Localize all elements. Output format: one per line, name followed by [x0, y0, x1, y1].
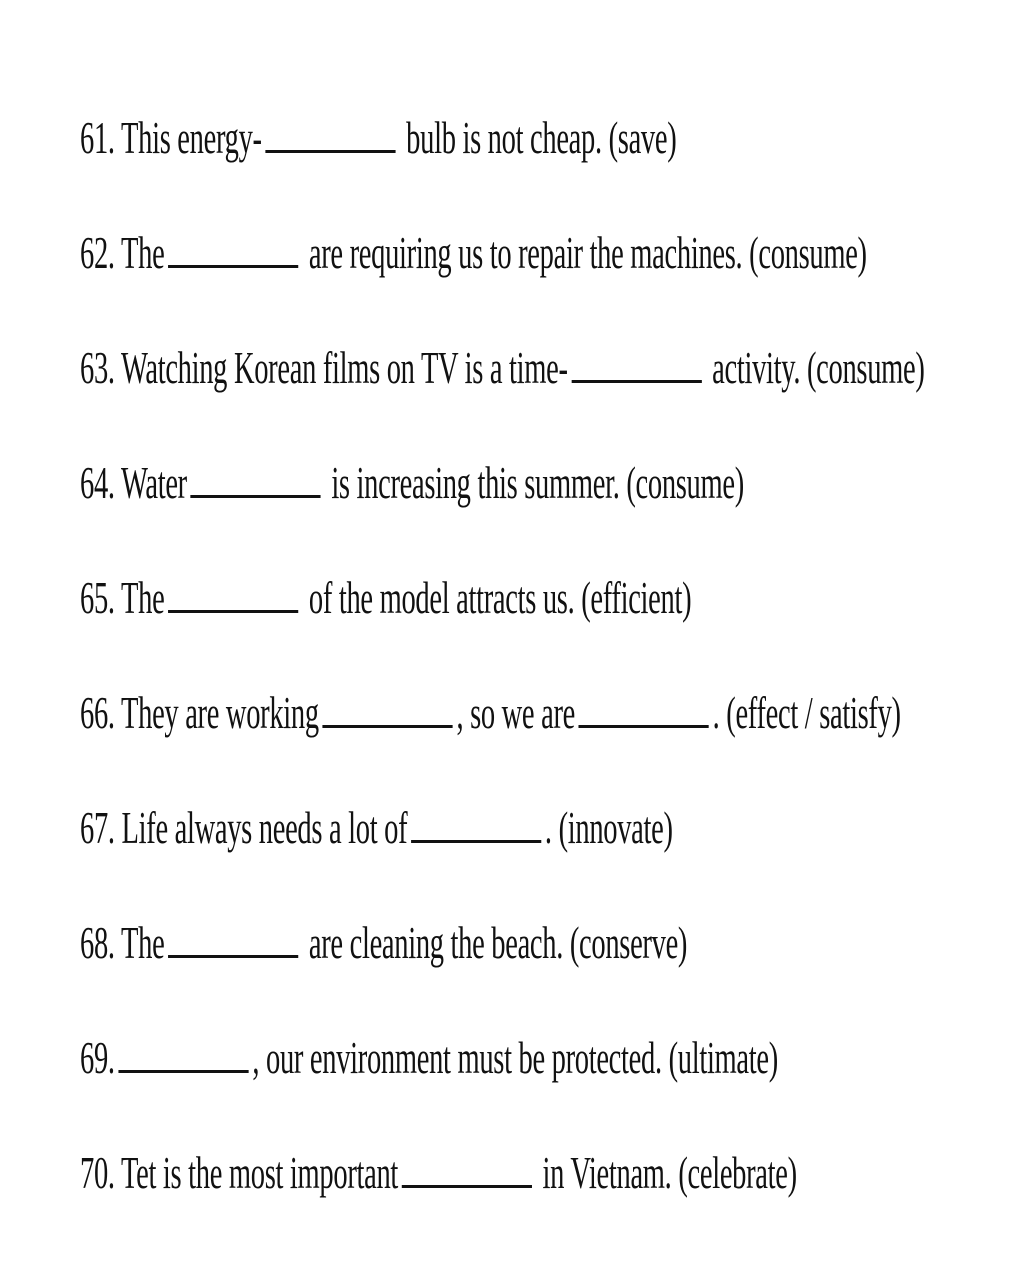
exercise-item-65	[80, 570, 691, 626]
exercise-item-69	[80, 1030, 778, 1086]
item-number: 69.	[80, 1032, 115, 1083]
exercise-item-61	[80, 110, 676, 166]
item-text-before: Tet is the most important	[121, 1147, 399, 1198]
exercise-item-62	[80, 225, 867, 281]
item-text-after: of the model attracts us. (efficient)	[308, 572, 692, 623]
item-number: 67.	[80, 802, 115, 853]
item-text-before: The	[121, 917, 165, 968]
item-text-before: Water	[121, 457, 187, 508]
answer-blank	[571, 350, 701, 383]
item-text-before: The	[121, 227, 165, 278]
item-text-after: is increasing this summer. (consume)	[331, 457, 744, 508]
item-text-before: They are working	[121, 687, 319, 738]
item-number: 68.	[80, 917, 115, 968]
answer-blank	[402, 1155, 532, 1188]
item-text-before: The	[121, 572, 165, 623]
answer-blank	[323, 695, 453, 728]
item-number: 65.	[80, 572, 115, 623]
item-text-after: activity. (consume)	[712, 342, 925, 393]
exercise-item-68	[80, 915, 687, 971]
exercise-item-63	[80, 340, 925, 396]
item-number: 63.	[80, 342, 115, 393]
answer-blank	[168, 925, 298, 958]
answer-blank	[168, 235, 298, 268]
exercise-item-70	[80, 1145, 797, 1201]
exercise-item-66	[80, 685, 901, 741]
answer-blank	[265, 120, 395, 153]
item-text-middle: , so we are	[456, 687, 575, 738]
item-number: 64.	[80, 457, 115, 508]
answer-blank	[411, 810, 541, 843]
item-text-before: Life always needs a lot of	[121, 802, 408, 853]
item-text-before: Watching Korean films on TV is a time-	[121, 342, 568, 393]
item-text-after: . (effect / satisfy)	[712, 687, 901, 738]
answer-blank	[118, 1040, 248, 1073]
item-number: 61.	[80, 112, 115, 163]
item-number: 70.	[80, 1147, 115, 1198]
answer-blank	[191, 465, 321, 498]
exercise-item-67	[80, 800, 673, 856]
item-number: 66.	[80, 687, 115, 738]
exercise-item-64	[80, 455, 744, 511]
answer-blank	[168, 580, 298, 613]
item-text-after: are requiring us to repair the machines. (consume)	[308, 227, 867, 278]
item-text-after: are cleaning the beach. (conserve)	[308, 917, 688, 968]
item-text-after: . (innovate)	[544, 802, 673, 853]
answer-blank-second	[579, 695, 709, 728]
item-text-after: in Vietnam. (celebrate)	[542, 1147, 797, 1198]
item-number: 62.	[80, 227, 115, 278]
item-text-after: bulb is not cheap. (save)	[406, 112, 677, 163]
item-text-after: , our environment must be protected. (ultimate)	[252, 1032, 778, 1083]
item-text-before: This energy-	[121, 112, 262, 163]
